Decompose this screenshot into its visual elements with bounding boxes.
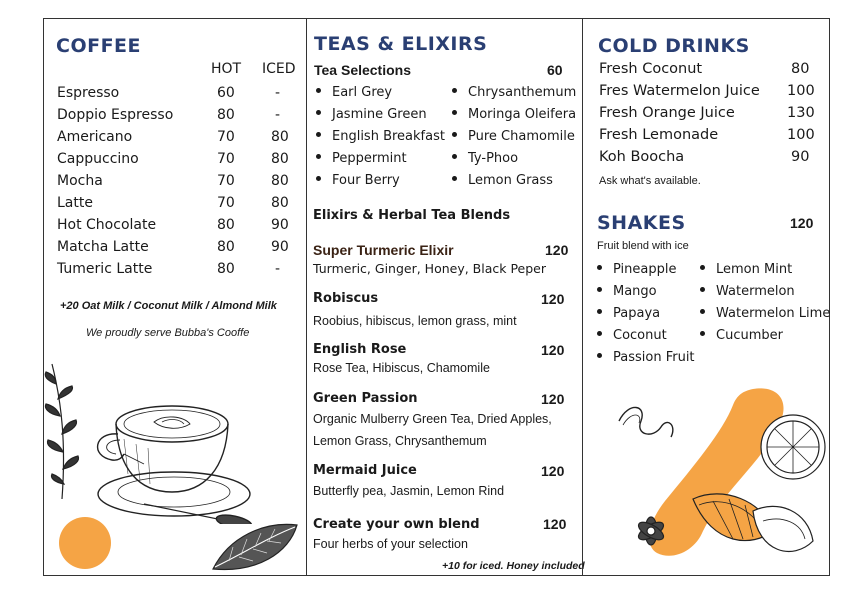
coffee-row: Mocha 70 80	[57, 173, 289, 189]
blend-desc: Turmeric, Ginger, Honey, Black Peper	[313, 261, 547, 276]
leaf-illustration	[209, 517, 301, 575]
blend-price: 120	[541, 342, 565, 358]
tea-list-item: Lemon Grass	[452, 173, 553, 188]
blend-name: Green Passion	[313, 391, 418, 406]
blend-desc: Rose Tea, Hibiscus, Chamomile	[313, 361, 490, 375]
teas-panel	[306, 18, 583, 576]
tea-list-item: Jasmine Green	[316, 107, 427, 122]
coffee-row: Hot Chocolate 80 90	[57, 217, 289, 233]
blend-desc: Four herbs of your selection	[313, 537, 468, 551]
coffee-row: Latte 70 80	[57, 195, 289, 211]
blend-desc: Organic Mulberry Green Tea, Dried Apples,	[313, 412, 552, 426]
blend-name: Create your own blend	[313, 517, 480, 532]
coffee-cup-illustration	[84, 394, 254, 524]
serve-note: We proudly serve Bubba's Cooffe	[86, 327, 250, 339]
blend-price: 120	[541, 463, 565, 479]
shakes-subtitle: Fruit blend with ice	[597, 240, 689, 252]
shake-list-item: Watermelon	[700, 284, 795, 299]
blend-name: Super Turmeric Elixir	[313, 242, 454, 258]
shake-list-item: Watermelon Lime	[700, 306, 830, 321]
blend-name: English Rose	[313, 342, 407, 357]
teas-title: TEAS & ELIXIRS	[314, 33, 488, 55]
blend-name: Mermaid Juice	[313, 463, 417, 478]
coffee-col-iced: ICED	[262, 61, 296, 77]
coffee-row: Doppio Espresso 80 -	[57, 107, 281, 123]
blend-price: 120	[541, 391, 565, 407]
coffee-row: Americano 70 80	[57, 129, 289, 145]
shake-list-item: Pineapple	[597, 262, 676, 277]
tea-list-item: Four Berry	[316, 173, 400, 188]
blend-desc: Roobius, hibiscus, lemon grass, mint	[313, 314, 517, 328]
cold-drinks-title: COLD DRINKS	[598, 35, 750, 57]
tea-list-item: Chrysanthemum	[452, 85, 576, 100]
shakes-title: SHAKES	[597, 212, 686, 234]
shake-list-item: Passion Fruit	[597, 350, 695, 365]
cold-drinks-note: Ask what's available.	[599, 175, 701, 187]
blend-price: 120	[541, 291, 565, 307]
shake-list-item: Cucumber	[700, 328, 783, 343]
blend-price: 120	[543, 516, 567, 532]
coffee-row: Tumeric Latte 80 -	[57, 261, 281, 277]
cold-drinks-panel: COLD DRINKS Fresh Coconut 80 Fres Watermelon Juice 100 Fresh Orange Juice 130 Fresh Lemonade 100 Koh Boocha 90 Ask what's available. SHAKES 120 Fruit blend with ice Pineapple Mango Papaya Coconut Passion Fruit Lemon Mint Watermelon Watermelon Lime Cucumber	[582, 18, 830, 576]
coffee-title: COFFEE	[56, 35, 142, 57]
coffee-row: Cappuccino 70 80	[57, 151, 289, 167]
tea-selections-label: Tea Selections	[314, 62, 412, 78]
coffee-row: Espresso 60 -	[57, 85, 281, 101]
blend-name: Robiscus	[313, 291, 379, 306]
shake-list-item: Lemon Mint	[700, 262, 792, 277]
orange-slices-illustration	[603, 381, 829, 571]
coffee-row: Matcha Latte 80 90	[57, 239, 289, 255]
coffee-col-hot: HOT	[211, 61, 242, 77]
tea-list-item: Ty-Phoo	[452, 151, 518, 166]
tea-list-item: Earl Grey	[316, 85, 392, 100]
orange-circle-decoration	[59, 517, 111, 569]
blend-price: 120	[545, 242, 569, 258]
teas-footnote: +10 for iced. Honey included	[442, 560, 585, 572]
blend-desc: Butterfly pea, Jasmin, Lemon Rind	[313, 484, 505, 498]
shake-list-item: Coconut	[597, 328, 667, 343]
shakes-price: 120	[790, 215, 814, 231]
tea-list-item: Peppermint	[316, 151, 407, 166]
tea-list-item: Pure Chamomile	[452, 129, 575, 144]
shake-list-item: Mango	[597, 284, 657, 299]
tea-list-item: English Breakfast	[316, 129, 445, 144]
elixirs-heading: Elixirs & Herbal Tea Blends	[313, 208, 511, 223]
coffee-panel	[43, 18, 307, 576]
shake-list-item: Papaya	[597, 306, 660, 321]
blend-desc-line2: Lemon Grass, Chrysanthemum	[313, 434, 487, 448]
milk-note: +20 Oat Milk / Coconut Milk / Almond Milk	[60, 300, 277, 312]
tea-list-item: Moringa Oleifera	[452, 107, 576, 122]
tea-selections-price: 60	[547, 62, 563, 78]
